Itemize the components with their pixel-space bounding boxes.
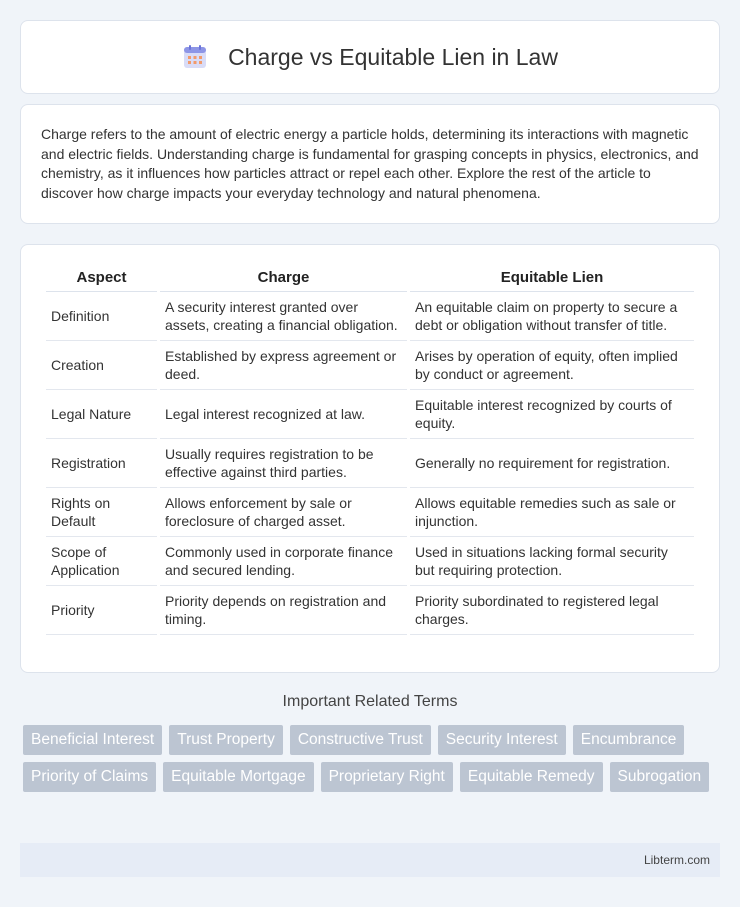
related-terms-list [23,725,723,792]
table-row [46,341,694,390]
table-cell: Usually requires registration to be effective against third parties. [160,439,407,488]
table-row [46,488,694,537]
related-term-tag[interactable]: Encumbrance [573,725,685,755]
column-header: Aspect [46,265,157,292]
table-cell: Established by express agreement or deed. [160,341,407,390]
table-row [46,537,694,586]
table-row [46,390,694,439]
table-cell: Commonly used in corporate finance and secured lending. [160,537,407,586]
related-term-tag[interactable]: Trust Property [169,725,283,755]
related-term-tag[interactable]: Beneficial Interest [23,725,162,755]
table-cell: Priority subordinated to registered legal charges. [410,586,694,635]
related-term-tag[interactable]: Security Interest [438,725,566,755]
table-cell: Allows equitable remedies such as sale or injunction. [410,488,694,537]
related-term-tag[interactable]: Subrogation [610,762,710,792]
column-header: Equitable Lien [410,265,694,292]
page-title: Charge vs Equitable Lien in Law [228,43,558,70]
table-header-row [46,265,694,292]
table-cell: An equitable claim on property to secure a debt or obligation without transfer of title. [410,292,694,341]
table-cell: Scope of Application [46,537,157,586]
table-cell: Arises by operation of equity, often implied by conduct or agreement. [410,341,694,390]
intro-text: Charge refers to the amount of electric energy a particle holds, determining its interactions with magnetic and electric fields. Understanding charge is fundamental for grasping concepts in physics, electronics, and chemistry, as it influences how particles attract or repel each other. Explore the rest of the article to discover how charge impacts your everyday technology and natural phenomena. [41,126,699,201]
related-term-tag[interactable]: Equitable Mortgage [163,762,313,792]
related-terms-title: Important Related Terms [282,693,458,710]
table-cell: Legal interest recognized at law. [160,390,407,439]
table-row [46,586,694,635]
table-cell: Legal Nature [46,390,157,439]
comparison-card [20,244,720,673]
table-row [46,439,694,488]
related-term-tag[interactable]: Priority of Claims [23,762,156,792]
related-term-tag[interactable]: Constructive Trust [290,725,431,755]
calendar-icon [182,44,208,70]
table-cell: Equitable interest recognized by courts of equity. [410,390,694,439]
column-header: Charge [160,265,407,292]
table-cell: A security interest granted over assets, creating a financial obligation. [160,292,407,341]
table-cell: Priority [46,586,157,635]
related-term-tag[interactable]: Proprietary Right [321,762,453,792]
table-cell: Rights on Default [46,488,157,537]
table-cell: Registration [46,439,157,488]
table-cell: Generally no requirement for registration. [410,439,694,488]
comparison-table [43,265,697,635]
table-cell: Creation [46,341,157,390]
table-cell: Definition [46,292,157,341]
footer [20,843,720,877]
header-card [20,20,720,94]
table-cell: Used in situations lacking formal security but requiring protection. [410,537,694,586]
footer-site-link[interactable]: Libterm.com [643,853,710,867]
intro-card [20,104,720,224]
table-cell: Priority depends on registration and timing. [160,586,407,635]
table-cell: Allows enforcement by sale or foreclosure of charged asset. [160,488,407,537]
related-term-tag[interactable]: Equitable Remedy [460,762,603,792]
table-row [46,292,694,341]
